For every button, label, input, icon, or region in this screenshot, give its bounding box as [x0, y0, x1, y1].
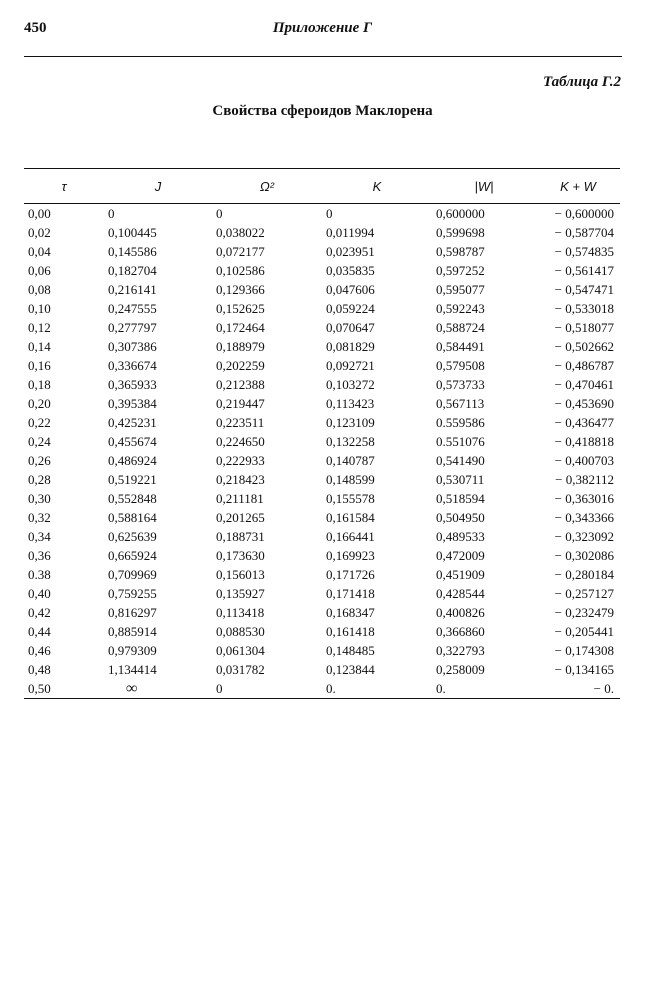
cell-j: 0,625639: [108, 529, 157, 544]
table-row: [24, 622, 620, 641]
cell-k: 0,113423: [326, 396, 375, 411]
cell-j: 0,425231: [108, 415, 157, 430]
cell-abs-w: 0,598787: [436, 244, 485, 259]
cell-tau: 0,44: [28, 624, 51, 639]
table-row: [24, 603, 620, 622]
table-row: [24, 413, 620, 432]
table-row: [24, 641, 620, 660]
cell-j: 0,665924: [108, 548, 157, 563]
cell-j: 0,759255: [108, 586, 157, 601]
table-row: [24, 280, 620, 299]
cell-k-plus-w: − 0,174308: [554, 643, 614, 658]
cell-k: 0,161418: [326, 624, 375, 639]
cell-k-plus-w: − 0,323092: [554, 529, 614, 544]
column-header-k-plus-w: K + W: [560, 178, 596, 194]
cell-j: 0,336674: [108, 358, 157, 373]
cell-j: 0,100445: [108, 225, 157, 240]
cell-k: 0,011994: [326, 225, 375, 240]
cell-k-plus-w: − 0,257127: [554, 586, 614, 601]
cell-abs-w: 0,428544: [436, 586, 485, 601]
cell-j: 0,145586: [108, 244, 157, 259]
cell-tau: 0,10: [28, 301, 51, 316]
cell-k-plus-w: − 0,486787: [554, 358, 614, 373]
cell-k-plus-w: − 0,600000: [554, 206, 614, 221]
cell-omega-squared: 0,223511: [216, 415, 265, 430]
cell-k: 0,081829: [326, 339, 375, 354]
cell-k-plus-w: − 0,302086: [554, 548, 614, 563]
cell-tau: 0,18: [28, 377, 51, 392]
table-row: [24, 394, 620, 413]
cell-j: 0,979309: [108, 643, 157, 658]
cell-k: 0,171418: [326, 586, 375, 601]
cell-tau: 0,28: [28, 472, 51, 487]
cell-tau: 0,14: [28, 339, 51, 354]
maclaurin-spheroids-table: [24, 168, 620, 699]
cell-k: 0,161584: [326, 510, 375, 525]
cell-omega-squared: 0,152625: [216, 301, 265, 316]
cell-tau: 0,24: [28, 434, 51, 449]
cell-omega-squared: 0,222933: [216, 453, 265, 468]
cell-omega-squared: 0,173630: [216, 548, 265, 563]
table-row: [24, 679, 620, 699]
cell-omega-squared: 0,212388: [216, 377, 265, 392]
table-label: Таблица Г.2: [542, 74, 621, 90]
cell-omega-squared: 0,129366: [216, 282, 265, 297]
table-row: [24, 337, 620, 356]
table-row: [24, 660, 620, 679]
cell-k-plus-w: − 0,363016: [554, 491, 614, 506]
cell-j: 0,247555: [108, 301, 157, 316]
cell-omega-squared: 0,156013: [216, 567, 265, 582]
running-title: Приложение Г: [272, 20, 373, 36]
cell-j: 0,365933: [108, 377, 157, 392]
cell-j: 0,552848: [108, 491, 157, 506]
cell-k-plus-w: − 0.: [593, 681, 614, 696]
cell-j: 0,277797: [108, 320, 157, 335]
table-row: [24, 432, 620, 451]
table-row: [24, 375, 620, 394]
cell-omega-squared: 0,031782: [216, 662, 265, 677]
cell-tau: 0,12: [28, 320, 51, 335]
cell-k: 0,169923: [326, 548, 375, 563]
cell-omega-squared: 0,135927: [216, 586, 265, 601]
cell-omega-squared: 0,088530: [216, 624, 265, 639]
cell-tau: 0,36: [28, 548, 51, 563]
cell-k-plus-w: − 0,470461: [554, 377, 614, 392]
column-header-k: K: [372, 178, 382, 194]
cell-k-plus-w: − 0,343366: [554, 510, 614, 525]
header-rule: [24, 56, 622, 57]
cell-j: 0,486924: [108, 453, 157, 468]
cell-omega-squared: 0,224650: [216, 434, 265, 449]
cell-j: ∞: [126, 680, 138, 697]
cell-j: 0,885914: [108, 624, 157, 639]
cell-tau: 0,22: [28, 415, 51, 430]
cell-k: 0,047606: [326, 282, 375, 297]
cell-abs-w: 0,472009: [436, 548, 485, 563]
cell-j: 0,816297: [108, 605, 157, 620]
cell-abs-w: 0.: [436, 681, 446, 696]
cell-j: 1,134414: [108, 662, 157, 677]
cell-abs-w: 0,600000: [436, 206, 485, 221]
cell-omega-squared: 0,201265: [216, 510, 265, 525]
cell-tau: 0,46: [28, 643, 51, 658]
cell-tau: 0,06: [28, 263, 51, 278]
cell-omega-squared: 0,072177: [216, 244, 265, 259]
cell-tau: 0,26: [28, 453, 51, 468]
cell-j: 0,709969: [108, 567, 157, 582]
cell-j: 0,455674: [108, 434, 157, 449]
cell-abs-w: 0,258009: [436, 662, 485, 677]
cell-k-plus-w: − 0,382112: [555, 472, 614, 487]
cell-abs-w: 0,567113: [436, 396, 485, 411]
cell-tau: 0,16: [28, 358, 51, 373]
cell-k-plus-w: − 0,418818: [554, 434, 614, 449]
cell-k-plus-w: − 0,561417: [554, 263, 614, 278]
cell-k: 0,132258: [326, 434, 375, 449]
cell-k-plus-w: − 0,587704: [554, 225, 614, 240]
cell-k-plus-w: − 0,533018: [554, 301, 614, 316]
cell-j: 0,216141: [108, 282, 157, 297]
cell-j: 0,307386: [108, 339, 157, 354]
cell-k: 0,148599: [326, 472, 375, 487]
table-row: [24, 356, 620, 375]
cell-abs-w: 0,595077: [436, 282, 485, 297]
cell-abs-w: 0,588724: [436, 320, 485, 335]
cell-k: 0,168347: [326, 605, 375, 620]
cell-k-plus-w: − 0,205441: [554, 624, 614, 639]
cell-tau: 0,48: [28, 662, 51, 677]
cell-abs-w: 0,579508: [436, 358, 485, 373]
cell-k: 0,092721: [326, 358, 375, 373]
cell-abs-w: 0,597252: [436, 263, 485, 278]
table-row: [24, 546, 620, 565]
cell-j: 0,182704: [108, 263, 157, 278]
table-header-row: [24, 169, 620, 204]
cell-abs-w: 0,451909: [436, 567, 485, 582]
table-row: [24, 451, 620, 470]
cell-tau: 0,42: [28, 605, 51, 620]
cell-omega-squared: 0: [216, 206, 223, 221]
cell-abs-w: 0.551076: [436, 434, 485, 449]
cell-abs-w: 0,584491: [436, 339, 485, 354]
table-row: [24, 489, 620, 508]
cell-omega-squared: 0,188979: [216, 339, 265, 354]
cell-tau: 0,40: [28, 586, 51, 601]
cell-k: 0,171726: [326, 567, 375, 582]
table-row: [24, 318, 620, 337]
cell-tau: 0,30: [28, 491, 51, 506]
cell-tau: 0,04: [28, 244, 51, 259]
cell-k: 0,123109: [326, 415, 375, 430]
cell-k-plus-w: − 0,436477: [554, 415, 614, 430]
table-row: [24, 470, 620, 489]
cell-k: 0,059224: [326, 301, 375, 316]
cell-k: 0,140787: [326, 453, 375, 468]
cell-omega-squared: 0,038022: [216, 225, 265, 240]
cell-k: 0,166441: [326, 529, 375, 544]
table-row: [24, 204, 620, 224]
cell-k-plus-w: − 0,502662: [554, 339, 614, 354]
cell-tau: 0,08: [28, 282, 51, 297]
table-body: [24, 204, 620, 699]
cell-k: 0.: [326, 681, 336, 696]
cell-tau: 0,02: [28, 225, 51, 240]
cell-abs-w: 0,573733: [436, 377, 485, 392]
cell-abs-w: 0,504950: [436, 510, 485, 525]
cell-omega-squared: 0,061304: [216, 643, 265, 658]
cell-abs-w: 0,530711: [436, 472, 485, 487]
table-row: [24, 508, 620, 527]
cell-k-plus-w: − 0,232479: [554, 605, 614, 620]
cell-abs-w: 0,599698: [436, 225, 485, 240]
table-row: [24, 242, 620, 261]
cell-k-plus-w: − 0,280184: [554, 567, 614, 582]
cell-tau: 0,34: [28, 529, 51, 544]
cell-omega-squared: 0,218423: [216, 472, 265, 487]
cell-k: 0,035835: [326, 263, 375, 278]
cell-k-plus-w: − 0,400703: [554, 453, 614, 468]
cell-j: 0,588164: [108, 510, 157, 525]
cell-abs-w: 0,541490: [436, 453, 485, 468]
cell-k: 0,070647: [326, 320, 375, 335]
cell-tau: 0,32: [28, 510, 51, 525]
cell-k-plus-w: − 0,134165: [554, 662, 614, 677]
cell-k: 0: [326, 206, 333, 221]
table-row: [24, 527, 620, 546]
table-row: [24, 299, 620, 318]
cell-omega-squared: 0,113418: [216, 605, 265, 620]
column-header-tau: τ: [61, 178, 67, 194]
table-row: [24, 261, 620, 280]
cell-k-plus-w: − 0,574835: [554, 244, 614, 259]
cell-j: 0: [108, 206, 115, 221]
cell-omega-squared: 0: [216, 681, 223, 696]
table-row: [24, 565, 620, 584]
column-header-omega-squared: Ω²: [259, 178, 275, 194]
cell-k-plus-w: − 0,453690: [554, 396, 614, 411]
cell-tau: 0,50: [28, 681, 51, 696]
table-row: [24, 223, 620, 242]
cell-omega-squared: 0,188731: [216, 529, 265, 544]
cell-abs-w: 0,366860: [436, 624, 485, 639]
cell-abs-w: 0,489533: [436, 529, 485, 544]
cell-abs-w: 0,518594: [436, 491, 485, 506]
cell-omega-squared: 0,102586: [216, 263, 265, 278]
cell-j: 0,519221: [108, 472, 157, 487]
cell-k-plus-w: − 0,518077: [554, 320, 614, 335]
cell-abs-w: 0,592243: [436, 301, 485, 316]
cell-k: 0,148485: [326, 643, 375, 658]
cell-omega-squared: 0,172464: [216, 320, 265, 335]
cell-abs-w: 0,322793: [436, 643, 485, 658]
cell-k: 0,155578: [326, 491, 375, 506]
cell-abs-w: 0.559586: [436, 415, 485, 430]
cell-tau: 0,00: [28, 206, 51, 221]
cell-omega-squared: 0,211181: [216, 491, 264, 506]
table-row: [24, 584, 620, 603]
cell-k: 0,103272: [326, 377, 375, 392]
table-title: Свойства сфероидов Маклорена: [212, 103, 433, 119]
column-header-abs-w: |W|: [474, 178, 494, 194]
cell-k: 0,023951: [326, 244, 375, 259]
cell-tau: 0,20: [28, 396, 51, 411]
cell-k: 0,123844: [326, 662, 375, 677]
cell-omega-squared: 0,219447: [216, 396, 265, 411]
cell-j: 0,395384: [108, 396, 157, 411]
cell-omega-squared: 0,202259: [216, 358, 265, 373]
column-header-j: J: [154, 178, 162, 194]
cell-tau: 0.38: [28, 567, 51, 582]
cell-abs-w: 0,400826: [436, 605, 485, 620]
page-number: 450: [24, 20, 47, 36]
cell-k-plus-w: − 0,547471: [554, 282, 614, 297]
